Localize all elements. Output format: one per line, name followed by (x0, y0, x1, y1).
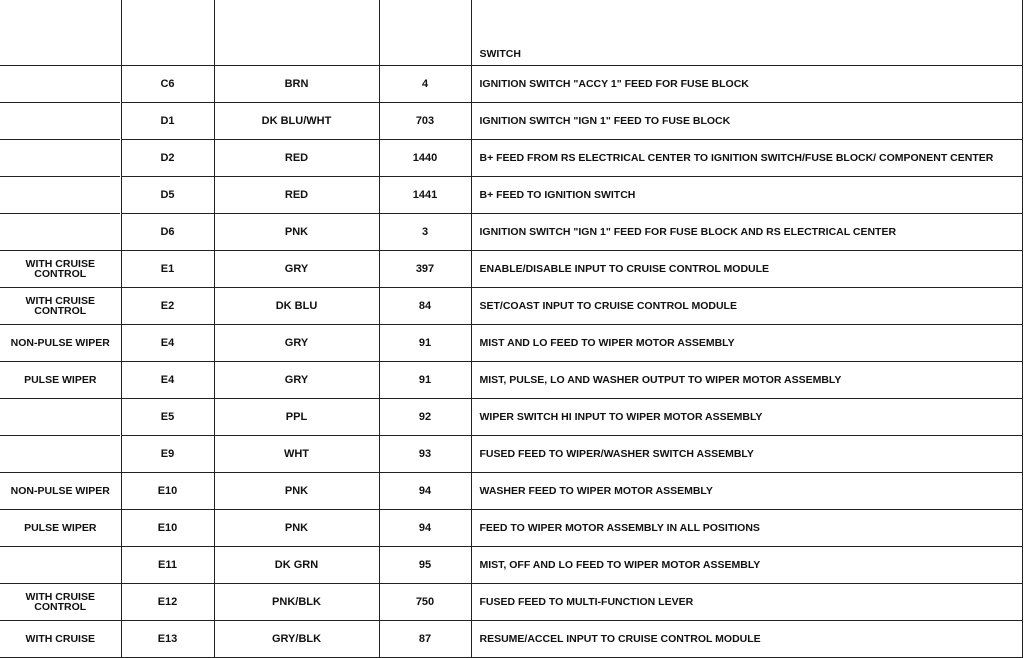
table-row (0, 66, 1022, 103)
wire-color-cell: DK BLU/WHT (214, 103, 379, 140)
cavity-cell: D2 (121, 140, 214, 177)
condition-divider (0, 472, 120, 473)
table-row (0, 510, 1022, 547)
condition-divider (0, 546, 120, 547)
cavity-cell: E9 (121, 436, 214, 473)
wire-color-cell: PPL (214, 399, 379, 436)
function-cell: RESUME/ACCEL INPUT TO CRUISE CONTROL MODULE (471, 621, 1022, 658)
function-cell: MIST, PULSE, LO AND WASHER OUTPUT TO WIPER MOTOR ASSEMBLY (471, 362, 1022, 399)
function-cell: B+ FEED TO IGNITION SWITCH (471, 177, 1022, 214)
circuit-cell: 92 (379, 399, 471, 436)
circuit-cell: 91 (379, 362, 471, 399)
condition-cell (0, 103, 121, 140)
table-row (0, 584, 1022, 621)
function-cell: B+ FEED FROM RS ELECTRICAL CENTER TO IGNITION SWITCH/FUSE BLOCK/ COMPONENT CENTER (471, 140, 1022, 177)
circuit-cell: 703 (379, 103, 471, 140)
circuit-cell: 93 (379, 436, 471, 473)
circuit-cell: 750 (379, 584, 471, 621)
function-cell: IGNITION SWITCH "IGN 1" FEED FOR FUSE BLOCK AND RS ELECTRICAL CENTER (471, 214, 1022, 251)
table-row (0, 103, 1022, 140)
condition-divider (0, 398, 120, 399)
cavity-cell: E10 (121, 510, 214, 547)
cavity-cell: D1 (121, 103, 214, 140)
condition-cell (0, 547, 121, 584)
header-color-cell (214, 0, 379, 66)
function-cell: FUSED FEED TO MULTI-FUNCTION LEVER (471, 584, 1022, 621)
condition-cell (0, 140, 121, 177)
condition-divider (0, 213, 120, 214)
header-circuit-cell (379, 0, 471, 66)
function-cell: WIPER SWITCH HI INPUT TO WIPER MOTOR ASSEMBLY (471, 399, 1022, 436)
condition-divider (0, 102, 120, 103)
function-cell: SET/COAST INPUT TO CRUISE CONTROL MODULE (471, 288, 1022, 325)
wire-color-cell: DK BLU (214, 288, 379, 325)
cavity-cell: D6 (121, 214, 214, 251)
table-row (0, 436, 1022, 473)
cavity-cell: E12 (121, 584, 214, 621)
table-row (0, 473, 1022, 510)
wire-color-cell: WHT (214, 436, 379, 473)
circuit-cell: 91 (379, 325, 471, 362)
table-row (0, 177, 1022, 214)
function-cell: MIST, OFF AND LO FEED TO WIPER MOTOR ASSEMBLY (471, 547, 1022, 584)
wire-color-cell: PNK (214, 214, 379, 251)
table-row (0, 399, 1022, 436)
cavity-cell: D5 (121, 177, 214, 214)
condition-cell (0, 177, 121, 214)
circuit-cell: 4 (379, 66, 471, 103)
function-cell: ENABLE/DISABLE INPUT TO CRUISE CONTROL MODULE (471, 251, 1022, 288)
wire-color-cell: PNK/BLK (214, 584, 379, 621)
table-row (0, 547, 1022, 584)
condition-cell (0, 214, 121, 251)
condition-divider (0, 435, 120, 436)
circuit-cell: 1441 (379, 177, 471, 214)
wire-color-cell: PNK (214, 473, 379, 510)
condition-cell (0, 399, 121, 436)
cavity-cell: E5 (121, 399, 214, 436)
cavity-cell: E10 (121, 473, 214, 510)
condition-cell: NON-PULSE WIPER (0, 473, 121, 510)
cavity-cell: E4 (121, 325, 214, 362)
function-cell: WASHER FEED TO WIPER MOTOR ASSEMBLY (471, 473, 1022, 510)
function-cell: FEED TO WIPER MOTOR ASSEMBLY IN ALL POSITIONS (471, 510, 1022, 547)
function-cell: IGNITION SWITCH "ACCY 1" FEED FOR FUSE BLOCK (471, 66, 1022, 103)
condition-divider (0, 139, 120, 140)
circuit-cell: 84 (379, 288, 471, 325)
condition-cell: WITH CRUISE CONTROL (0, 251, 121, 288)
condition-divider (0, 250, 120, 251)
table-row (0, 251, 1022, 288)
function-cell: IGNITION SWITCH "IGN 1" FEED TO FUSE BLOCK (471, 103, 1022, 140)
condition-cell: PULSE WIPER (0, 510, 121, 547)
circuit-cell: 95 (379, 547, 471, 584)
header-row (0, 0, 1022, 66)
cavity-cell: C6 (121, 66, 214, 103)
condition-cell (0, 436, 121, 473)
cavity-cell: E13 (121, 621, 214, 658)
function-cell: FUSED FEED TO WIPER/WASHER SWITCH ASSEMBLY (471, 436, 1022, 473)
table-row (0, 140, 1022, 177)
condition-divider (0, 176, 120, 177)
condition-cell: NON-PULSE WIPER (0, 325, 121, 362)
table-row (0, 362, 1022, 399)
condition-divider (0, 583, 120, 584)
cavity-cell: E1 (121, 251, 214, 288)
circuit-cell: 3 (379, 214, 471, 251)
cavity-cell: E11 (121, 547, 214, 584)
circuit-cell: 94 (379, 473, 471, 510)
header-function-cell: SWITCH (471, 0, 1022, 66)
table-row (0, 214, 1022, 251)
cavity-cell: E2 (121, 288, 214, 325)
condition-cell (0, 66, 121, 103)
condition-cell: WITH CRUISE CONTROL (0, 288, 121, 325)
circuit-cell: 1440 (379, 140, 471, 177)
table-row (0, 288, 1022, 325)
condition-cell: WITH CRUISE CONTROL (0, 584, 121, 621)
header-cavity-cell (121, 0, 214, 66)
wire-color-cell: RED (214, 140, 379, 177)
wire-color-cell: GRY/BLK (214, 621, 379, 658)
wire-color-cell: DK GRN (214, 547, 379, 584)
function-cell: MIST AND LO FEED TO WIPER MOTOR ASSEMBLY (471, 325, 1022, 362)
wire-color-cell: BRN (214, 66, 379, 103)
cavity-cell: E4 (121, 362, 214, 399)
wire-color-cell: RED (214, 177, 379, 214)
header-condition-cell (0, 0, 121, 66)
wire-color-cell: GRY (214, 251, 379, 288)
wire-color-cell: GRY (214, 325, 379, 362)
circuit-cell: 87 (379, 621, 471, 658)
table-row (0, 325, 1022, 362)
circuit-cell: 397 (379, 251, 471, 288)
wire-color-cell: PNK (214, 510, 379, 547)
wire-color-cell: GRY (214, 362, 379, 399)
condition-cell: WITH CRUISE (0, 621, 121, 658)
table-row (0, 621, 1022, 658)
circuit-cell: 94 (379, 510, 471, 547)
condition-cell: PULSE WIPER (0, 362, 121, 399)
